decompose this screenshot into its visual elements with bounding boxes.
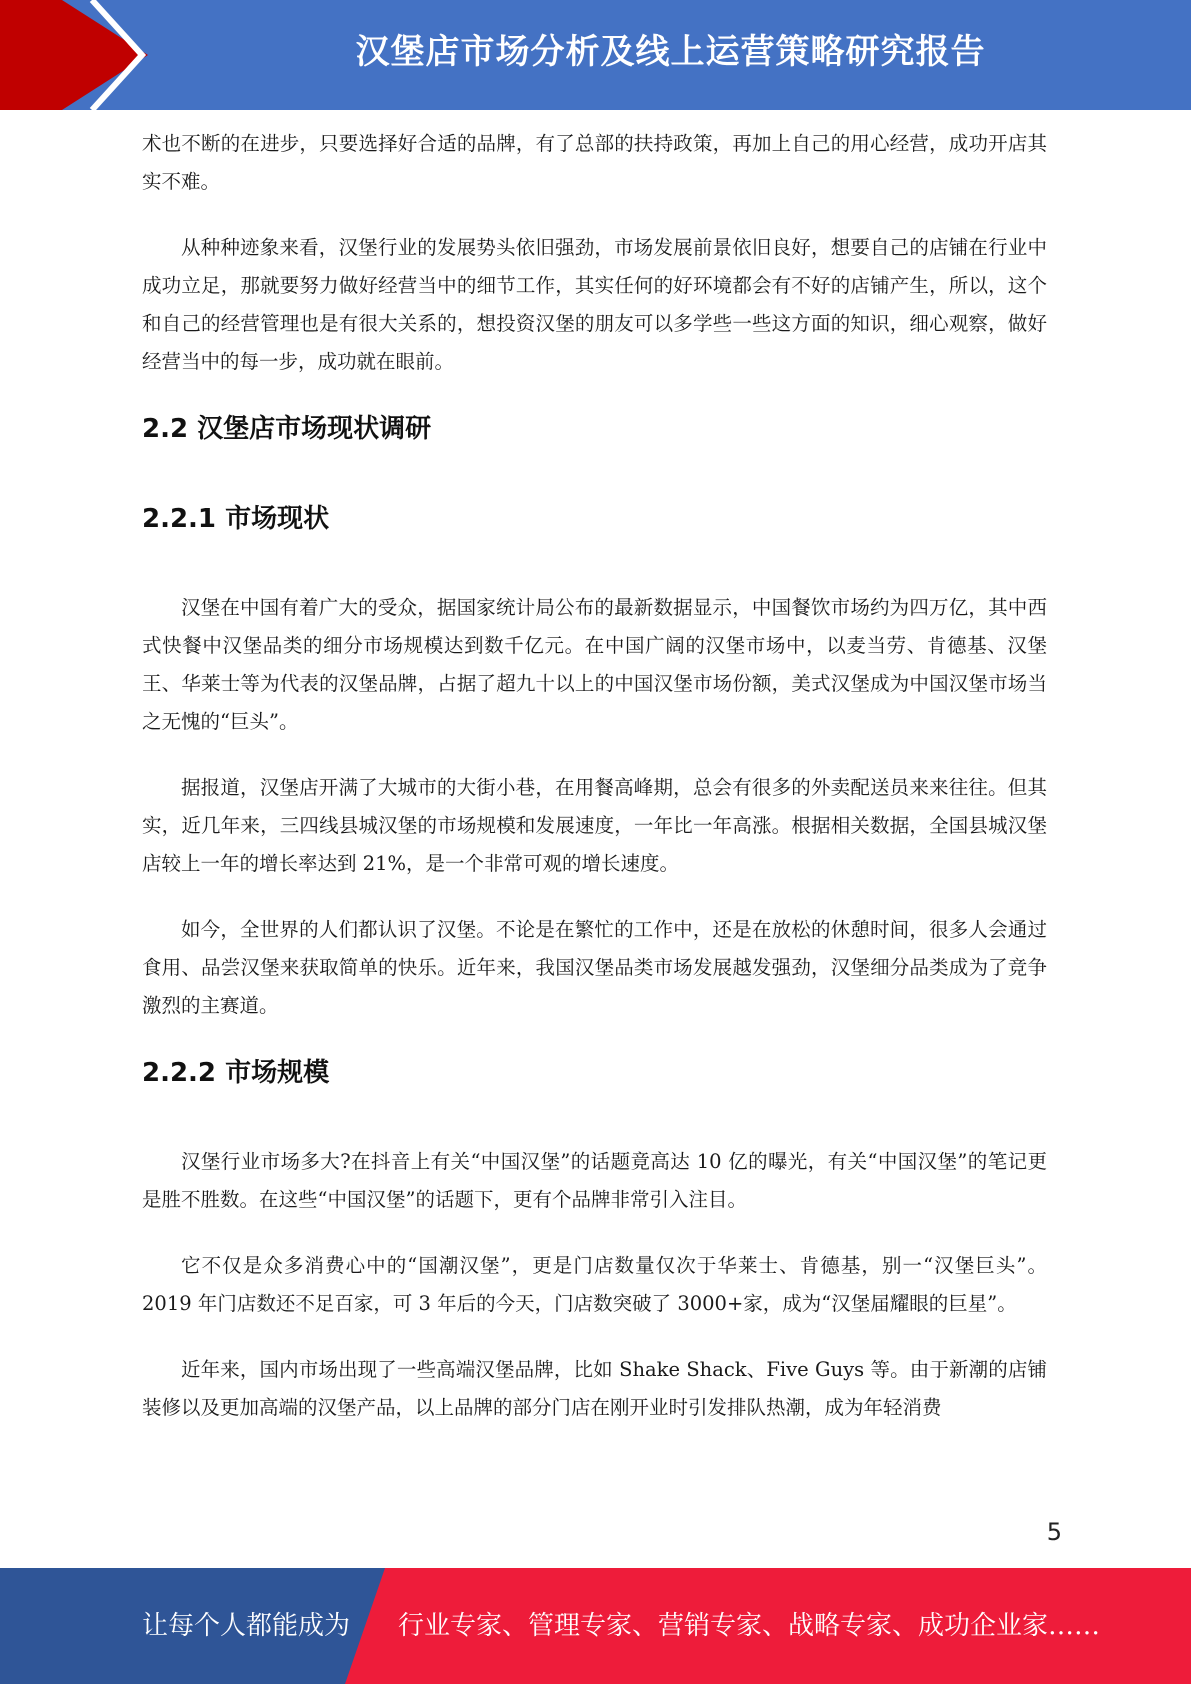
subsection-heading: 2.2.2 市场规模: [142, 1058, 330, 1088]
paragraph: 从种种迹象来看，汉堡行业的发展势头依旧强劲，市场发展前景依旧良好，想要自己的店铺在行业中成功立足，那就要努力做好经营当中的细节工作，其实任何的好环境都会有不好的店铺产生，所以，这个和自己的经营管理也是有很大关系的，想投资汉堡的朋友可以多学些一些这方面的知识，细心观察，做好经营当中的每一步，成功就在眼前。: [142, 236, 1047, 373]
document-body: [142, 125, 1047, 1455]
page-number: 5: [1046, 1518, 1062, 1546]
paragraph: 近年来，国内市场出现了一些高端汉堡品牌，比如 Shake Shack、Five Guys 等。由于新潮的店铺装修以及更加高端的汉堡产品，以上品牌的部分门店在刚开业时引发排队热潮，成为年轻消费: [142, 1358, 1047, 1419]
page-footer: [0, 1568, 1191, 1684]
paragraph: 汉堡在中国有着广大的受众，据国家统计局公布的最新数据显示，中国餐饮市场约为四万亿，其中西式快餐中汉堡品类的细分市场规模达到数千亿元。在中国广阔的汉堡市场中，以麦当劳、肯德基、汉堡王、华莱士等为代表的汉堡品牌，占据了超九十以上的中国汉堡市场份额，美式汉堡成为中国汉堡市场当之无愧的“巨头”。: [142, 596, 1047, 733]
report-title: 汉堡店市场分析及线上运营策略研究报告: [355, 32, 986, 72]
paragraph: 如今，全世界的人们都认识了汉堡。不论是在繁忙的工作中，还是在放松的休憩时间，很多人会通过食用、品尝汉堡来获取简单的快乐。近年来，我国汉堡品类市场发展越发强劲，汉堡细分品类成为了竞争激烈的主赛道。: [142, 918, 1047, 1017]
page-header: [0, 0, 1191, 110]
footer-slogan-right: 行业专家、管理专家、营销专家、战略专家、成功企业家……: [398, 1611, 1101, 1641]
paragraph: 它不仅是众多消费心中的“国潮汉堡”，更是门店数量仅次于华莱士、肯德基，别一“汉堡巨头”。2019 年门店数还不足百家，可 3 年后的今天，门店数突破了 3000+家，成为“汉堡届耀眼的巨星”。: [142, 1254, 1047, 1315]
paragraph: 汉堡行业市场多大?在抖音上有关“中国汉堡”的话题竟高达 10 亿的曝光，有关“中国汉堡”的笔记更是胜不胜数。在这些“中国汉堡”的话题下，更有个品牌非常引入注目。: [142, 1150, 1047, 1211]
subsection-heading: 2.2.1 市场现状: [142, 504, 330, 534]
paragraph: 据报道，汉堡店开满了大城市的大街小巷，在用餐高峰期，总会有很多的外卖配送员来来往往。但其实，近几年来，三四线县城汉堡的市场规模和发展速度，一年比一年高涨。根据相关数据，全国县城汉堡店较上一年的增长率达到 21%，是一个非常可观的增长速度。: [142, 776, 1047, 875]
section-heading: 2.2 汉堡店市场现状调研: [142, 414, 432, 444]
header-red-arrow: [0, 0, 148, 110]
paragraph: 术也不断的在进步，只要选择好合适的品牌，有了总部的扶持政策，再加上自己的用心经营，成功开店其实不难。: [142, 132, 1047, 193]
footer-slogan-left: 让每个人都能成为: [142, 1611, 351, 1641]
